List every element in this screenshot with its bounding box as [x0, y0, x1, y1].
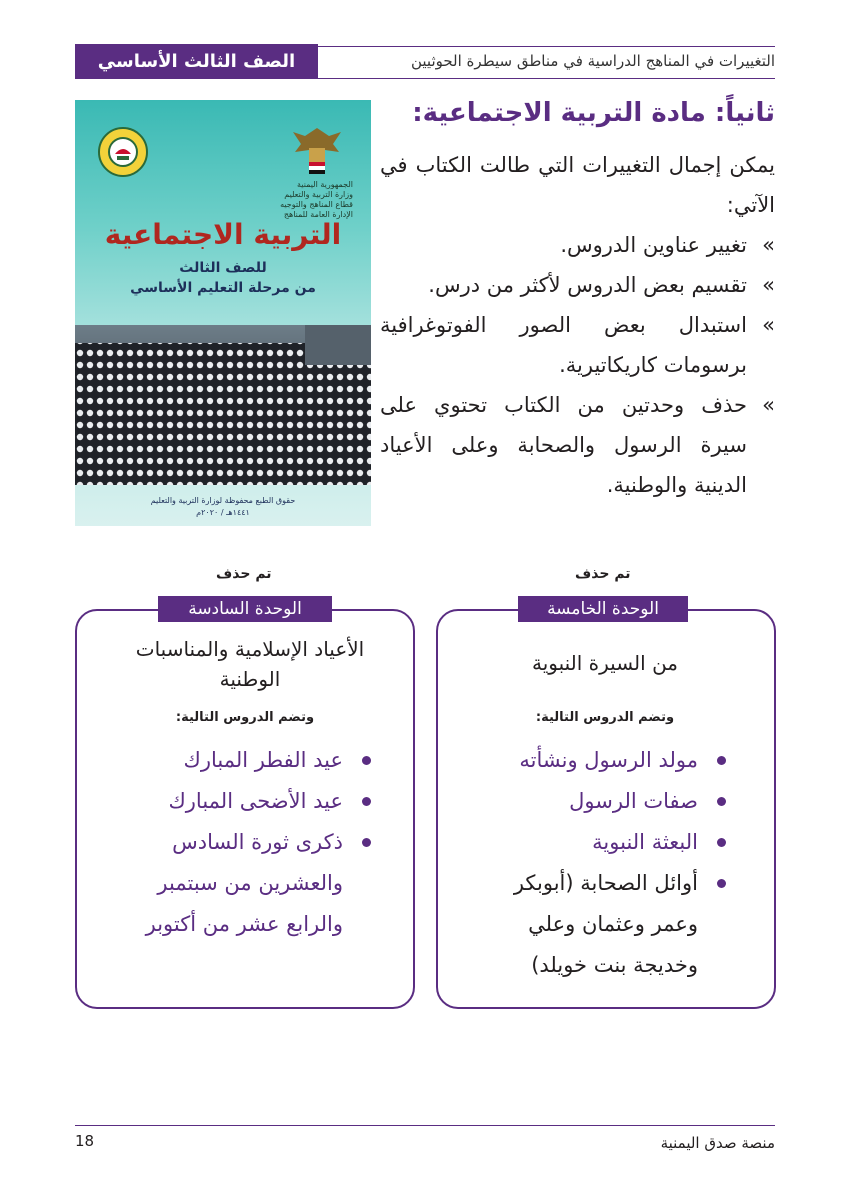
bullet-mark: » — [762, 233, 775, 257]
bullet-mark: » — [762, 273, 775, 297]
yemen-emblem-icon — [285, 122, 349, 178]
list-item-text: تغيير عناوين الدروس. — [560, 233, 747, 257]
unit-5-lessons-label: وتضم الدروس التالية: — [535, 710, 675, 725]
list-item — [380, 305, 775, 385]
unit-6-heading: الأعياد الإسلامية والمناسبات الوطنية — [135, 637, 365, 691]
list-item — [490, 822, 730, 863]
ministry-line: قطاع المناهج والتوجيه — [280, 200, 353, 209]
running-header-title: التغييرات في المناهج الدراسية في مناطق سيطرة الحوثيين — [410, 52, 775, 70]
section-body — [380, 145, 775, 505]
cover-year: ١٤٤١هـ / ٢٠٢٠م — [196, 508, 250, 517]
list-item — [490, 863, 730, 986]
unit-5-tab: الوحدة الخامسة — [518, 596, 688, 622]
section-title: ثانياً: مادة التربية الاجتماعية: — [412, 98, 775, 128]
bullet-dot-icon — [362, 756, 371, 765]
bullet-dot-icon — [717, 756, 726, 765]
bullet-mark: » — [762, 313, 775, 337]
bullet-mark: » — [762, 393, 775, 417]
list-item-text: تقسيم بعض الدروس لأكثر من درس. — [428, 273, 747, 297]
bullet-dot-icon — [362, 838, 371, 847]
list-item — [490, 781, 730, 822]
unit-5-lessons — [490, 740, 730, 986]
ministry-line: الإدارة العامة للمناهج — [283, 210, 353, 219]
lesson-text: صفات الرسول — [569, 789, 698, 813]
list-item — [380, 385, 775, 505]
unit-5-heading: من السيرة النبوية — [531, 651, 679, 675]
list-item — [380, 225, 775, 265]
bullet-dot-icon — [717, 838, 726, 847]
ministry-logo-icon — [97, 126, 149, 178]
deleted-label-unit-5: تم حذف — [575, 566, 631, 582]
cover-subtitle-stage: من مرحلة التعليم الأساسي — [130, 280, 316, 296]
changes-list — [380, 225, 775, 505]
lesson-text: مولد الرسول ونشأته — [519, 748, 698, 772]
deleted-label-unit-6: تم حذف — [216, 566, 272, 582]
ministry-line: وزارة التربية والتعليم — [284, 190, 353, 199]
lesson-text: عيد الفطر المبارك — [183, 748, 343, 772]
unit-6-lessons — [125, 740, 375, 945]
list-item — [380, 265, 775, 305]
lesson-text: البعثة النبوية — [592, 830, 698, 854]
list-item-text: استبدال بعض الصور الفوتوغرافية برسومات كاريكاتيرية. — [380, 313, 747, 377]
cover-subtitle-grade: للصف الثالث — [179, 260, 267, 276]
lesson-text: أوائل الصحابة (أبوبكر وعمر وعثمان وعلي وخديجة بنت خويلد) — [513, 871, 698, 977]
bullet-dot-icon — [717, 797, 726, 806]
list-item — [490, 740, 730, 781]
students-assembly-photo — [75, 325, 371, 485]
lesson-text: عيد الأضحى المبارك — [168, 789, 343, 813]
ministry-line: الجمهورية اليمنية — [296, 180, 353, 189]
unit-6-lessons-label: وتضم الدروس التالية: — [175, 710, 315, 725]
book-cover-image — [75, 100, 371, 526]
footer-brand: منصة صدق اليمنية — [660, 1134, 775, 1152]
cover-title: التربية الاجتماعية — [104, 218, 342, 251]
unit-6-tab: الوحدة السادسة — [158, 596, 332, 622]
list-item — [125, 781, 375, 822]
cover-rights: حقوق الطبع محفوظة لوزارة التربية والتعليم — [150, 496, 296, 505]
grade-badge: الصف الثالث الأساسي — [75, 44, 318, 79]
footer-rule — [75, 1125, 775, 1126]
page-number: 18 — [75, 1132, 95, 1150]
bullet-dot-icon — [362, 797, 371, 806]
list-item-text: حذف وحدتين من الكتاب تحتوي على سيرة الرسول والصحابة وعلى الأعياد الدينية والوطنية. — [380, 393, 747, 497]
list-item — [125, 822, 375, 945]
cover-ministry-block — [223, 180, 353, 220]
list-item — [125, 740, 375, 781]
bullet-dot-icon — [717, 879, 726, 888]
header-top-rule — [318, 46, 775, 47]
section-intro: يمكن إجمال التغييرات التي طالت الكتاب في الآتي: — [380, 153, 775, 217]
lesson-text: ذكرى ثورة السادس والعشرين من سبتمبر والرابع عشر من أكتوبر — [145, 830, 343, 936]
